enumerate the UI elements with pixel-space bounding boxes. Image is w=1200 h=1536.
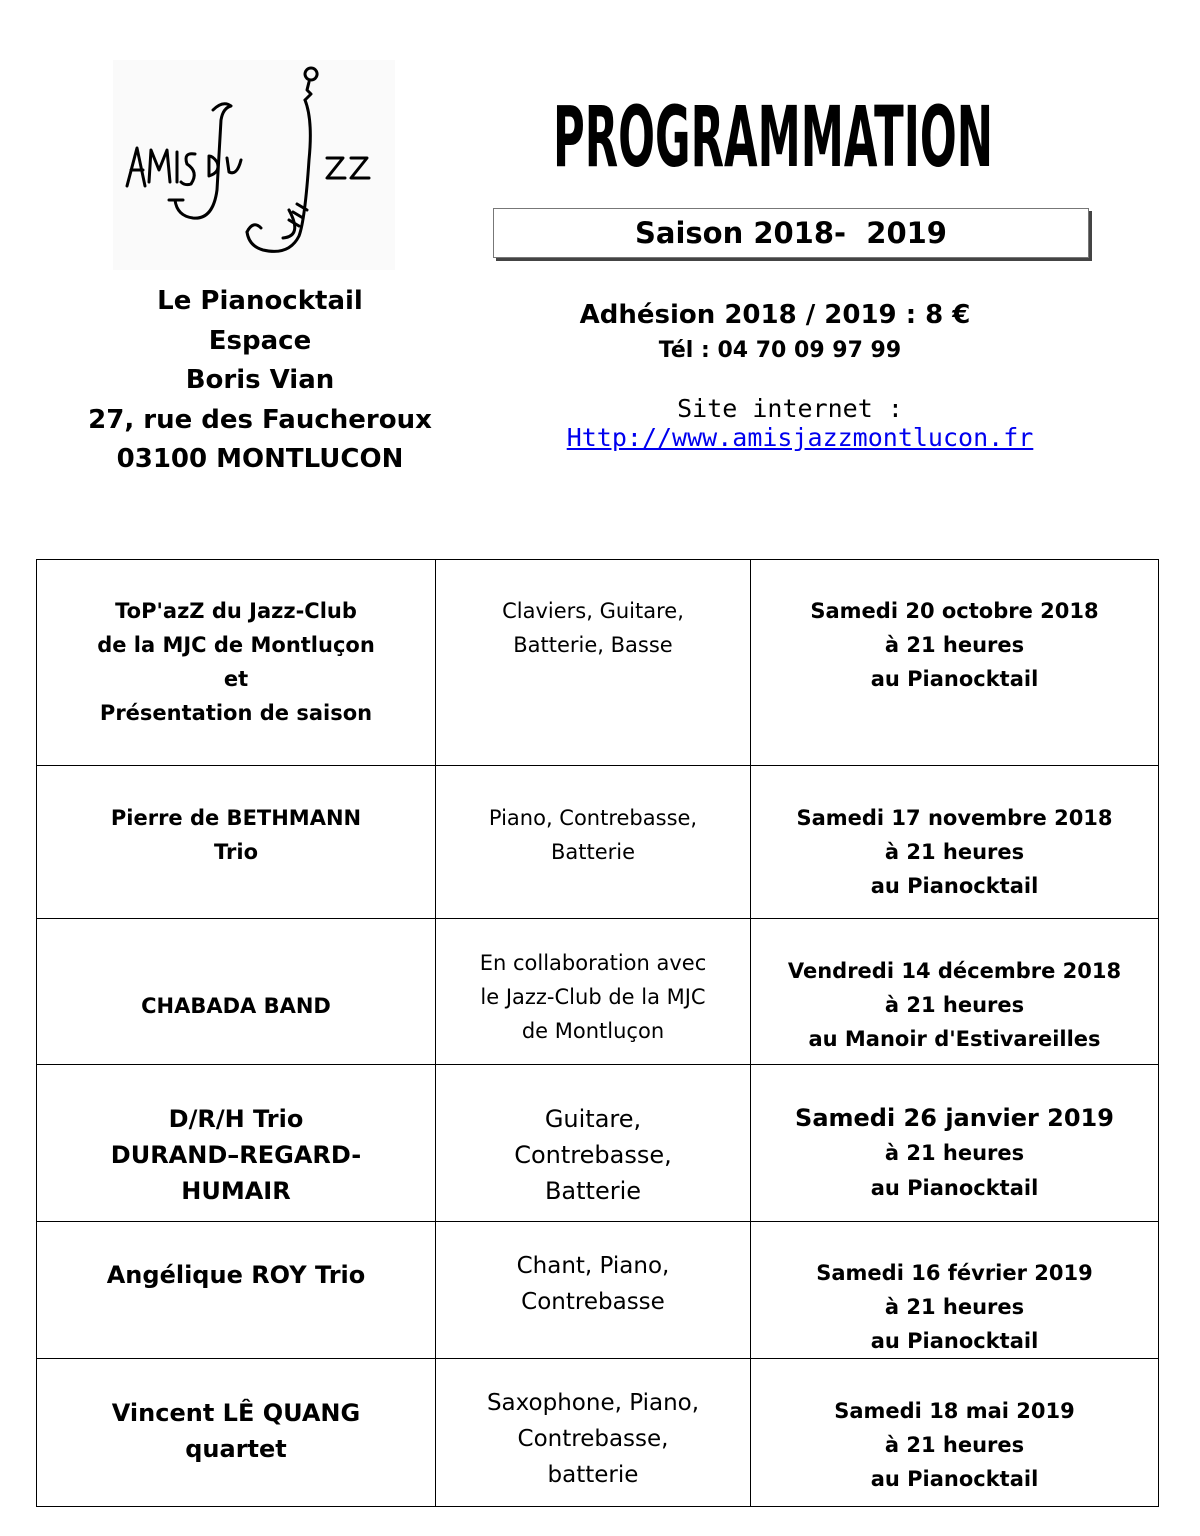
venue-address xyxy=(60,282,460,480)
instruments-cell xyxy=(436,560,751,766)
artist-line: Angélique ROY Trio xyxy=(106,1261,366,1289)
phone-number: Tél : 04 70 09 97 99 xyxy=(658,338,902,363)
instruments-line: Guitare, xyxy=(544,1105,642,1133)
date-line: à 21 heures xyxy=(884,1295,1025,1319)
artist-cell xyxy=(37,1222,436,1359)
venue-line: Le Pianocktail xyxy=(157,286,363,316)
date-line: au Pianocktail xyxy=(870,667,1039,691)
date-cell xyxy=(751,919,1159,1065)
instruments-line: Batterie xyxy=(544,1177,642,1205)
artist-cell xyxy=(37,766,436,919)
instruments-line: Chant, Piano, xyxy=(516,1253,670,1279)
artist-line: ToP'azZ du Jazz-Club xyxy=(115,599,357,623)
instruments-line: batterie xyxy=(547,1462,639,1488)
site-label: Site internet : xyxy=(677,394,903,423)
table-row xyxy=(37,560,1159,766)
instruments-line: Batterie, Basse xyxy=(513,633,673,657)
artist-cell xyxy=(37,560,436,766)
date-cell xyxy=(751,1359,1159,1507)
amis-du-jazz-logo xyxy=(113,60,395,270)
artist-line: Pierre de BETHMANN xyxy=(110,806,362,830)
table-row xyxy=(37,1222,1159,1359)
date-line: au Pianocktail xyxy=(870,874,1039,898)
program-table xyxy=(36,559,1159,1507)
date-line: au Pianocktail xyxy=(870,1467,1039,1491)
saxophone-logo-icon xyxy=(113,60,395,270)
artist-line: de la MJC de Montluçon xyxy=(97,633,375,657)
artist-line: quartet xyxy=(185,1435,287,1463)
artist-line: Trio xyxy=(214,840,258,864)
venue-line: Boris Vian xyxy=(185,365,335,395)
artist-line: HUMAIR xyxy=(181,1177,291,1205)
instruments-cell xyxy=(436,1065,751,1222)
artist-line: Vincent LÊ QUANG xyxy=(111,1399,361,1427)
instruments-line: En collaboration avec xyxy=(479,951,707,975)
instruments-line: Contrebasse, xyxy=(517,1426,669,1452)
venue-line: 27, rue des Faucheroux xyxy=(88,404,432,435)
instruments-line: de Montluçon xyxy=(521,1019,665,1043)
programmation-title-text: PROGRAMMATION xyxy=(553,88,993,184)
date-line: au Manoir d'Estivareilles xyxy=(808,1027,1101,1051)
instruments-line: le Jazz-Club de la MJC xyxy=(480,985,706,1009)
date-cell xyxy=(751,766,1159,919)
date-line: Samedi 18 mai 2019 xyxy=(834,1399,1075,1423)
table-row xyxy=(37,919,1159,1065)
artist-line: CHABADA BAND xyxy=(141,994,331,1018)
date-cell xyxy=(751,560,1159,766)
instruments-line: Contrebasse xyxy=(521,1289,665,1315)
instruments-cell xyxy=(436,766,751,919)
venue-line: Espace xyxy=(208,325,312,356)
artist-line: et xyxy=(223,667,249,691)
artist-cell xyxy=(37,1359,436,1507)
website-link[interactable]: Http://www.amisjazzmontlucon.fr xyxy=(566,423,1034,452)
artist-line: D/R/H Trio xyxy=(168,1105,304,1133)
instruments-line: Contrebasse, xyxy=(514,1141,672,1169)
date-line: Samedi 20 octobre 2018 xyxy=(810,599,1099,623)
membership-fee: Adhésion 2018 / 2019 : 8 € xyxy=(579,300,971,330)
date-line: à 21 heures xyxy=(884,993,1025,1017)
instruments-line: Batterie xyxy=(550,840,636,864)
table-row xyxy=(37,766,1159,919)
instruments-line: Piano, Contrebasse, xyxy=(488,806,698,830)
artist-line: Présentation de saison xyxy=(99,701,373,725)
season-label: Saison 2018- 2019 xyxy=(635,216,947,250)
venue-line: 03100 MONTLUCON xyxy=(116,444,404,474)
programmation-title xyxy=(548,74,998,184)
date-line: Vendredi 14 décembre 2018 xyxy=(787,959,1122,983)
instruments-line: Saxophone, Piano, xyxy=(486,1390,700,1416)
date-line: Samedi 16 février 2019 xyxy=(816,1261,1093,1285)
instruments-cell xyxy=(436,1359,751,1507)
table-row xyxy=(37,1359,1159,1507)
instruments-line: Claviers, Guitare, xyxy=(502,599,684,623)
date-line: Samedi 26 janvier 2019 xyxy=(795,1104,1114,1132)
date-line: Samedi 17 novembre 2018 xyxy=(796,806,1113,830)
date-cell xyxy=(751,1065,1159,1222)
season-box xyxy=(493,208,1089,258)
date-line: à 21 heures xyxy=(884,1433,1025,1457)
date-line: à 21 heures xyxy=(884,840,1025,864)
instruments-cell xyxy=(436,1222,751,1359)
date-cell xyxy=(751,1222,1159,1359)
artist-cell xyxy=(37,1065,436,1222)
artist-cell xyxy=(37,919,436,1065)
table-row xyxy=(37,1065,1159,1222)
date-line: à 21 heures xyxy=(884,1141,1025,1165)
date-line: au Pianocktail xyxy=(870,1176,1039,1200)
instruments-cell xyxy=(436,919,751,1065)
artist-line: DURAND–REGARD- xyxy=(110,1141,362,1169)
date-line: au Pianocktail xyxy=(870,1329,1039,1353)
date-line: à 21 heures xyxy=(884,633,1025,657)
